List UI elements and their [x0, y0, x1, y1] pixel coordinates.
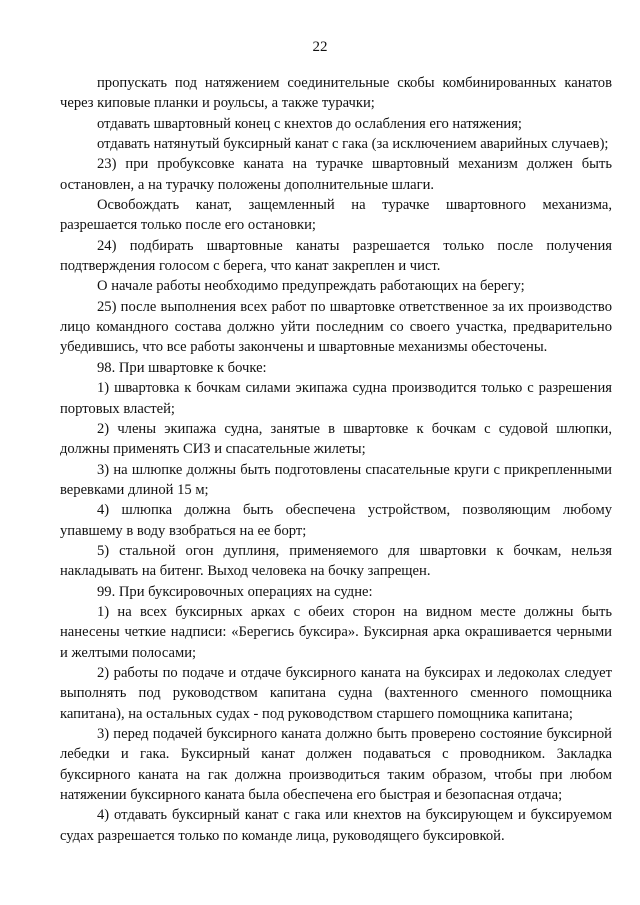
paragraph: О начале работы необходимо предупреждать работающих на берегу;	[97, 278, 525, 295]
paragraph: 1) на всех буксирных арках с обеих сторон на видном месте должны быть нанесены четкие надписи: «Берегись буксира». Буксирная арка окрашивается черными и желтыми полосами;	[60, 603, 612, 661]
document-body	[60, 73, 612, 846]
paragraph: отдавать натянутый буксирный канат с гака (за исключением аварийных случаев);	[97, 136, 609, 153]
paragraph: 3) перед подачей буксирного каната должно быть проверено состояние буксирной лебедки и гака. Буксирный канат должен подаваться с проводником. Закладка буксирного каната на гак должна производиться таким образом, чтобы при любом натяжении буксирного каната была обеспечена его быстрая и безопасная отдача;	[60, 726, 612, 804]
paragraph: отдавать швартовный конец с кнехтов до ослабления его натяжения;	[97, 115, 522, 132]
paragraph: 23) при пробуксовке каната на турачке швартовный механизм должен быть остановлен, а на турачку положены дополнительные шлаги.	[60, 156, 612, 193]
paragraph: 2) члены экипажа судна, занятые в швартовке к бочкам с судовой шлюпки, должны применять СИЗ и спасательные жилеты;	[60, 420, 612, 458]
page-number: 22	[312, 39, 328, 55]
paragraph: Освобождать канат, защемленный на турачке швартовного механизма, разрешается только после его остановки;	[60, 197, 612, 234]
paragraph: 4) отдавать буксирный канат с гака или кнехтов на буксирующем и буксируемом судах разрешается только по команде лица, руководящего буксировкой.	[60, 807, 612, 844]
section-heading: 99. При буксировочных операциях на судне:	[97, 583, 373, 600]
paragraph: 1) швартовка к бочкам силами экипажа судна производится только с разрешения портовых властей;	[60, 380, 612, 417]
section-heading: 98. При швартовке к бочке:	[97, 359, 267, 376]
paragraph: пропускать под натяжением соединительные скобы комбинированных канатов через киповые планки и роульсы, а также турачки;	[60, 75, 612, 112]
paragraph: 25) после выполнения всех работ по швартовке ответственное за их производство лицо командного состава должно уйти последним со своего участка, предварительно убедившись, что все работы закончены и швартовные механизмы обесточены.	[60, 298, 612, 356]
paragraph: 5) стальной огон дуплиня, применяемого для швартовки к бочкам, нельзя накладывать на битенг. Выход человека на бочку запрещен.	[60, 542, 612, 580]
paragraph: 3) на шлюпке должны быть подготовлены спасательные круги с прикрепленными веревками длиной 15 м;	[60, 461, 612, 498]
paragraph: 2) работы по подаче и отдаче буксирного каната на буксирах и ледоколах следует выполнять под руководством капитана судна (вахтенного сменного помощника капитана), на остальных судах - под руководством старшего помощника капитана;	[60, 664, 612, 722]
paragraph: 24) подбирать швартовные канаты разрешается только после получения подтверждения голосом с берега, что канат закреплен и чист.	[60, 237, 612, 275]
paragraph: 4) шлюпка должна быть обеспечена устройством, позволяющим любому упавшему в воду взобраться на ее борт;	[60, 502, 612, 539]
